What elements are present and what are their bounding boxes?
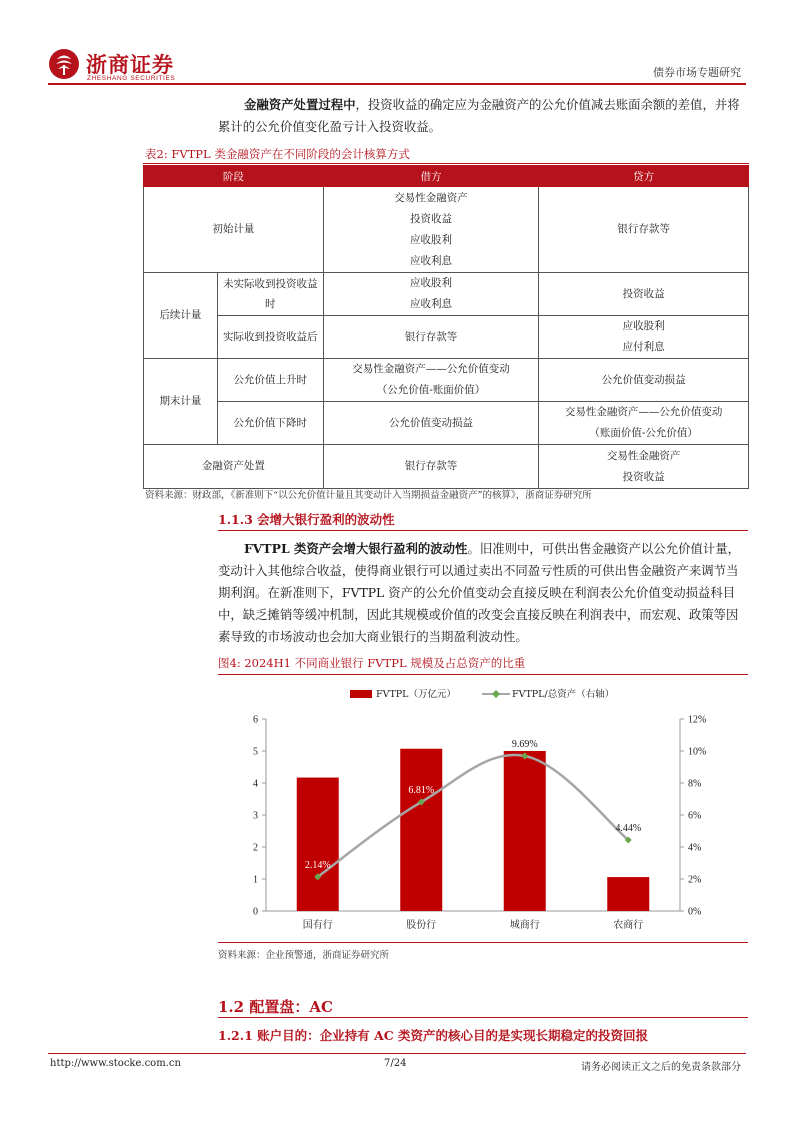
y-left-tick-label: 2 bbox=[253, 842, 258, 854]
credit-cell bbox=[539, 445, 749, 489]
intro-text: ，投资收益的确定应为金融资产的公允价值减去账面余额的差值，并将累计的公允价值变化盈亏计入投资收益。 bbox=[218, 97, 740, 134]
debit-line: 应收利息 bbox=[410, 298, 452, 310]
debit-line: （公允价值-账面价值） bbox=[376, 384, 486, 396]
substage-cell: 公允价值下降时 bbox=[217, 402, 323, 445]
x-tick-label: 农商行 bbox=[613, 920, 644, 931]
section-1-1-3-bold: FVTPL 类资产会增大银行盈利的波动性 bbox=[244, 541, 468, 556]
y-right-tick-label: 12% bbox=[688, 714, 707, 726]
chart-line bbox=[314, 752, 632, 880]
debit-line: 应收股利 bbox=[410, 233, 452, 246]
footer-divider bbox=[48, 1053, 746, 1054]
credit-line: （账面价值-公允价值） bbox=[589, 427, 698, 439]
substage-cell: 公允价值上升时 bbox=[217, 359, 323, 402]
page-number: 7/24 bbox=[384, 1058, 407, 1069]
y-right-tick-label: 8% bbox=[688, 778, 702, 790]
y-left-tick-label: 4 bbox=[253, 778, 258, 790]
section-rule bbox=[218, 530, 748, 531]
table-row bbox=[144, 402, 749, 445]
header-divider bbox=[48, 83, 746, 85]
intro-paragraph bbox=[218, 94, 748, 138]
credit-cell: 银行存款等 bbox=[539, 187, 749, 273]
table-row bbox=[144, 359, 749, 402]
ratio-data-label: 9.69% bbox=[511, 738, 538, 750]
credit-line: 应付利息 bbox=[622, 341, 665, 353]
stage-cell: 初始计量 bbox=[144, 187, 324, 273]
ratio-line bbox=[318, 755, 629, 877]
debit-line: 应收股利 bbox=[410, 277, 452, 289]
debit-line: 应收利息 bbox=[410, 254, 452, 267]
table-header-row bbox=[144, 166, 749, 187]
credit-line: 投资收益 bbox=[622, 470, 665, 483]
y-left-tick-label: 6 bbox=[253, 714, 258, 726]
stage-cell: 后续计量 bbox=[144, 273, 218, 359]
credit-cell bbox=[539, 316, 749, 359]
legend-line-label: FVTPL/总资产（右轴） bbox=[512, 689, 615, 700]
debit-line: 交易性金融资产 bbox=[394, 191, 468, 204]
legend-line-swatch bbox=[482, 688, 510, 700]
footer-url[interactable]: http://www.stocke.com.cn bbox=[50, 1058, 181, 1069]
brand-subtitle: ZHESHANG SECURITIES bbox=[87, 75, 176, 82]
substage-cell: 实际收到投资收益后 bbox=[217, 316, 323, 359]
y-left-tick-label: 5 bbox=[253, 746, 258, 758]
ratio-data-label: 2.14% bbox=[304, 859, 331, 871]
table-row bbox=[144, 273, 749, 316]
table-row bbox=[144, 316, 749, 359]
credit-line: 交易性金融资产——公允价值变动 bbox=[564, 406, 723, 418]
ratio-data-label: 6.81% bbox=[408, 785, 435, 797]
section-1-1-3-text: 。旧准则中，可供出售金融资产以公允价值计量，变动计入其他综合收益，使得商业银行可以通过卖出不同盈亏性质的可供出售金融资产来调节当期利润。在新准则下，FVTPL 资产的公允价值变动会直接反映在利润表公允价值变动损益科目中，缺乏摊销等缓冲机制，因此其规模或价值的改变会直接反映在利润表中，而宏观、政策等因素导致的市场波动也会加大商业银行的当期盈利波动性。 bbox=[218, 541, 741, 644]
table-row bbox=[144, 187, 749, 273]
table-source: 资料来源：财政部，《新准则下“以公允价值计量且其变动计入当期损益金融资产”的核算》，浙商证券研究所 bbox=[145, 490, 592, 501]
section-1-2-title: 1.2 配置盘：AC bbox=[218, 998, 333, 1016]
header-debit: 借方 bbox=[323, 166, 539, 187]
figure-caption: 图4: 2024H1 不同商业银行 FVTPL 规模及占总资产的比重 bbox=[218, 656, 526, 670]
header-credit: 贷方 bbox=[539, 166, 749, 187]
report-type: 债券市场专题研究 bbox=[653, 66, 741, 79]
x-tick-label: 国有行 bbox=[302, 920, 333, 931]
debit-cell bbox=[323, 359, 539, 402]
credit-line: 交易性金融资产 bbox=[606, 449, 681, 462]
debit-cell: 银行存款等 bbox=[323, 445, 539, 489]
x-tick-label: 股份行 bbox=[406, 920, 437, 931]
debit-cell bbox=[323, 187, 539, 273]
table-caption: 表2: FVTPL 类金融资产在不同阶段的会计核算方式 bbox=[145, 147, 410, 161]
bar-国有行 bbox=[297, 778, 339, 911]
footer-disclaimer: 请务必阅读正文之后的免责条款部分 bbox=[581, 1062, 741, 1073]
figure-bottom-rule bbox=[218, 942, 748, 943]
y-right-tick-label: 10% bbox=[688, 746, 707, 758]
bar-股份行 bbox=[400, 749, 442, 911]
credit-line: 应收股利 bbox=[622, 320, 665, 332]
debit-cell: 公允价值变动损益 bbox=[323, 402, 539, 445]
y-right-tick-label: 2% bbox=[688, 874, 702, 886]
credit-cell: 公允价值变动损益 bbox=[539, 359, 749, 402]
table-caption-rule bbox=[143, 163, 749, 164]
legend-bar-swatch bbox=[350, 690, 372, 698]
x-tick-label: 城商行 bbox=[509, 920, 540, 931]
stage-cell: 期末计量 bbox=[144, 359, 218, 445]
y-left-tick-label: 0 bbox=[253, 906, 258, 918]
chart-bars bbox=[297, 749, 650, 911]
y-left-tick-label: 3 bbox=[253, 810, 258, 822]
accounting-table bbox=[143, 165, 749, 489]
table-row bbox=[144, 445, 749, 489]
credit-cell bbox=[539, 402, 749, 445]
y-right-tick-label: 4% bbox=[688, 842, 702, 854]
y-right-tick-label: 0% bbox=[688, 906, 702, 918]
debit-line: 投资收益 bbox=[410, 212, 452, 225]
substage-cell: 未实际收到投资收益时 bbox=[217, 273, 323, 316]
y-right-tick-label: 6% bbox=[688, 810, 702, 822]
credit-cell: 投资收益 bbox=[539, 273, 749, 316]
section-1-1-3-title: 1.1.3 会增大银行盈利的波动性 bbox=[218, 512, 395, 527]
zheshang-logo-icon bbox=[48, 48, 80, 80]
figure-caption-rule bbox=[218, 674, 748, 675]
y-left-tick-label: 1 bbox=[253, 874, 258, 886]
intro-bold: 金融资产处置过程中 bbox=[244, 97, 356, 112]
debit-cell bbox=[323, 273, 539, 316]
bar-农商行 bbox=[607, 877, 649, 911]
section-1-1-3-paragraph bbox=[218, 538, 748, 648]
figure-source: 资料来源：企业预警通，浙商证券研究所 bbox=[218, 950, 390, 961]
chart-labels bbox=[305, 739, 641, 871]
debit-cell: 银行存款等 bbox=[323, 316, 539, 359]
ratio-data-label: 4.44% bbox=[615, 822, 642, 834]
header-stage: 阶段 bbox=[144, 166, 324, 187]
section-rule bbox=[218, 1017, 748, 1018]
debit-line: 交易性金融资产——公允价值变动 bbox=[352, 363, 510, 375]
bar-城商行 bbox=[504, 751, 546, 911]
legend-bar-label: FVTPL（万亿元） bbox=[376, 689, 456, 700]
section-1-2-1-title: 1.2.1 账户目的：企业持有 AC 类资产的核心目的是实现长期稳定的投资回报 bbox=[218, 1028, 649, 1043]
stage-cell: 金融资产处置 bbox=[144, 445, 324, 489]
brand-name: 浙商证券 bbox=[86, 53, 174, 77]
fvtpl-chart bbox=[218, 700, 748, 940]
